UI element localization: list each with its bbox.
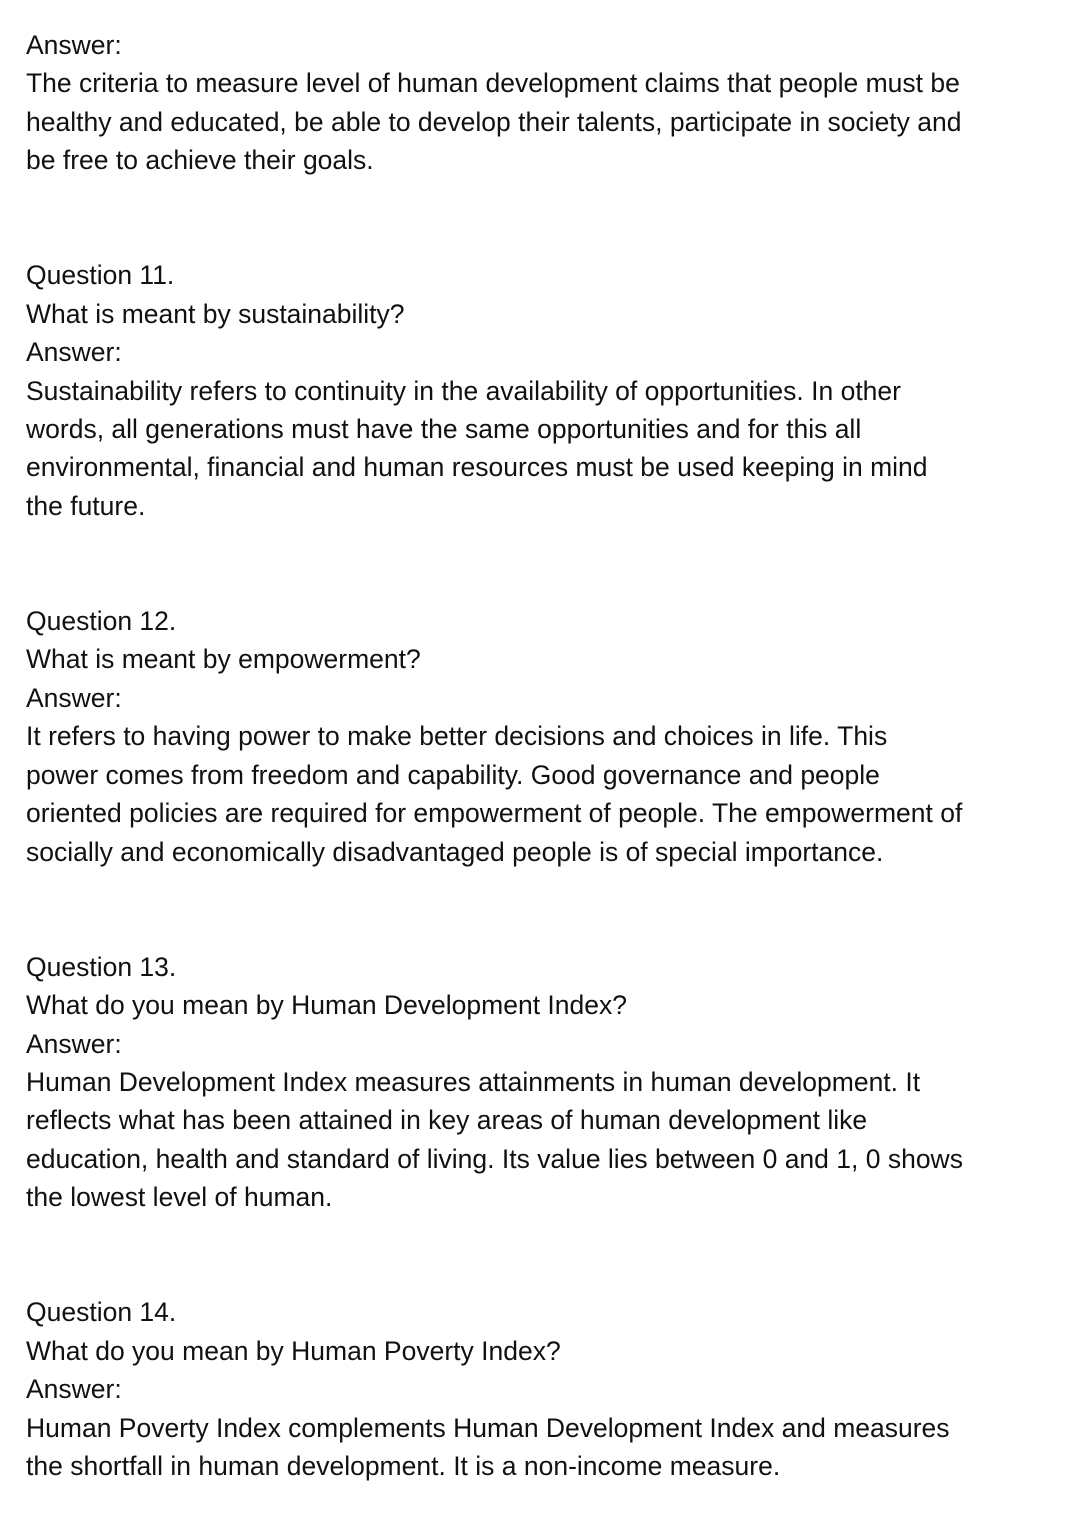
question-text: What is meant by empowerment? [26,644,421,675]
answer-line: The criteria to measure level of human development claims that people must be [26,68,960,99]
answer-line: reflects what has been attained in key areas of human development like [26,1105,868,1136]
answer-line: healthy and educated, be able to develop their talents, participate in society and [26,106,962,137]
answer-label: Answer: [26,30,122,60]
answer-line: the lowest level of human. [26,1182,333,1213]
answer-line: environmental, financial and human resources must be used keeping in mind [26,452,928,483]
question-number: Question 14. [26,1297,177,1328]
answer-line: the shortfall in human development. It is a non-income measure. [26,1450,781,1481]
answer-line: It refers to having power to make better decisions and choices in life. This [26,721,888,752]
answer-line: words, all generations must have the same opportunities and for this all [26,414,862,445]
question-block-12 [26,602,1061,871]
section-gap [26,871,1061,948]
answer-line: Human Poverty Index complements Human Development Index and measures [26,1412,950,1443]
answer-label: Answer: [26,1028,122,1059]
answer-label: Answer: [26,1374,122,1405]
answer-line: oriented policies are required for empowerment of people. The empowerment of [26,798,963,829]
section-gap [26,525,1061,602]
question-text: What do you mean by Human Development Index? [26,990,627,1021]
answer-label: Answer: [26,682,122,713]
answer-line: socially and economically disadvantaged people is of special importance. [26,836,884,867]
document-page [26,26,1061,1485]
question-text: What do you mean by Human Poverty Index? [26,1335,561,1366]
question-block-11 [26,256,1061,525]
question-block-14 [26,1293,1061,1485]
section-gap [26,180,1061,257]
question-number: Question 12. [26,606,177,637]
question-number: Question 13. [26,951,177,982]
answer-line: Human Development Index measures attainments in human development. It [26,1066,921,1097]
question-text: What is meant by sustainability? [26,298,405,329]
answer-label: Answer: [26,337,122,368]
section-gap [26,1217,1061,1294]
answer-line: power comes from freedom and capability. Good governance and people [26,759,880,790]
question-block-13 [26,948,1061,1217]
answer-line: education, health and standard of living. Its value lies between 0 and 1, 0 shows [26,1143,963,1174]
intro-answer-block [26,26,1061,180]
answer-line: the future. [26,490,146,521]
answer-line: be free to achieve their goals. [26,145,374,176]
question-number: Question 11. [26,260,175,291]
answer-line: Sustainability refers to continuity in the availability of opportunities. In other [26,375,901,406]
